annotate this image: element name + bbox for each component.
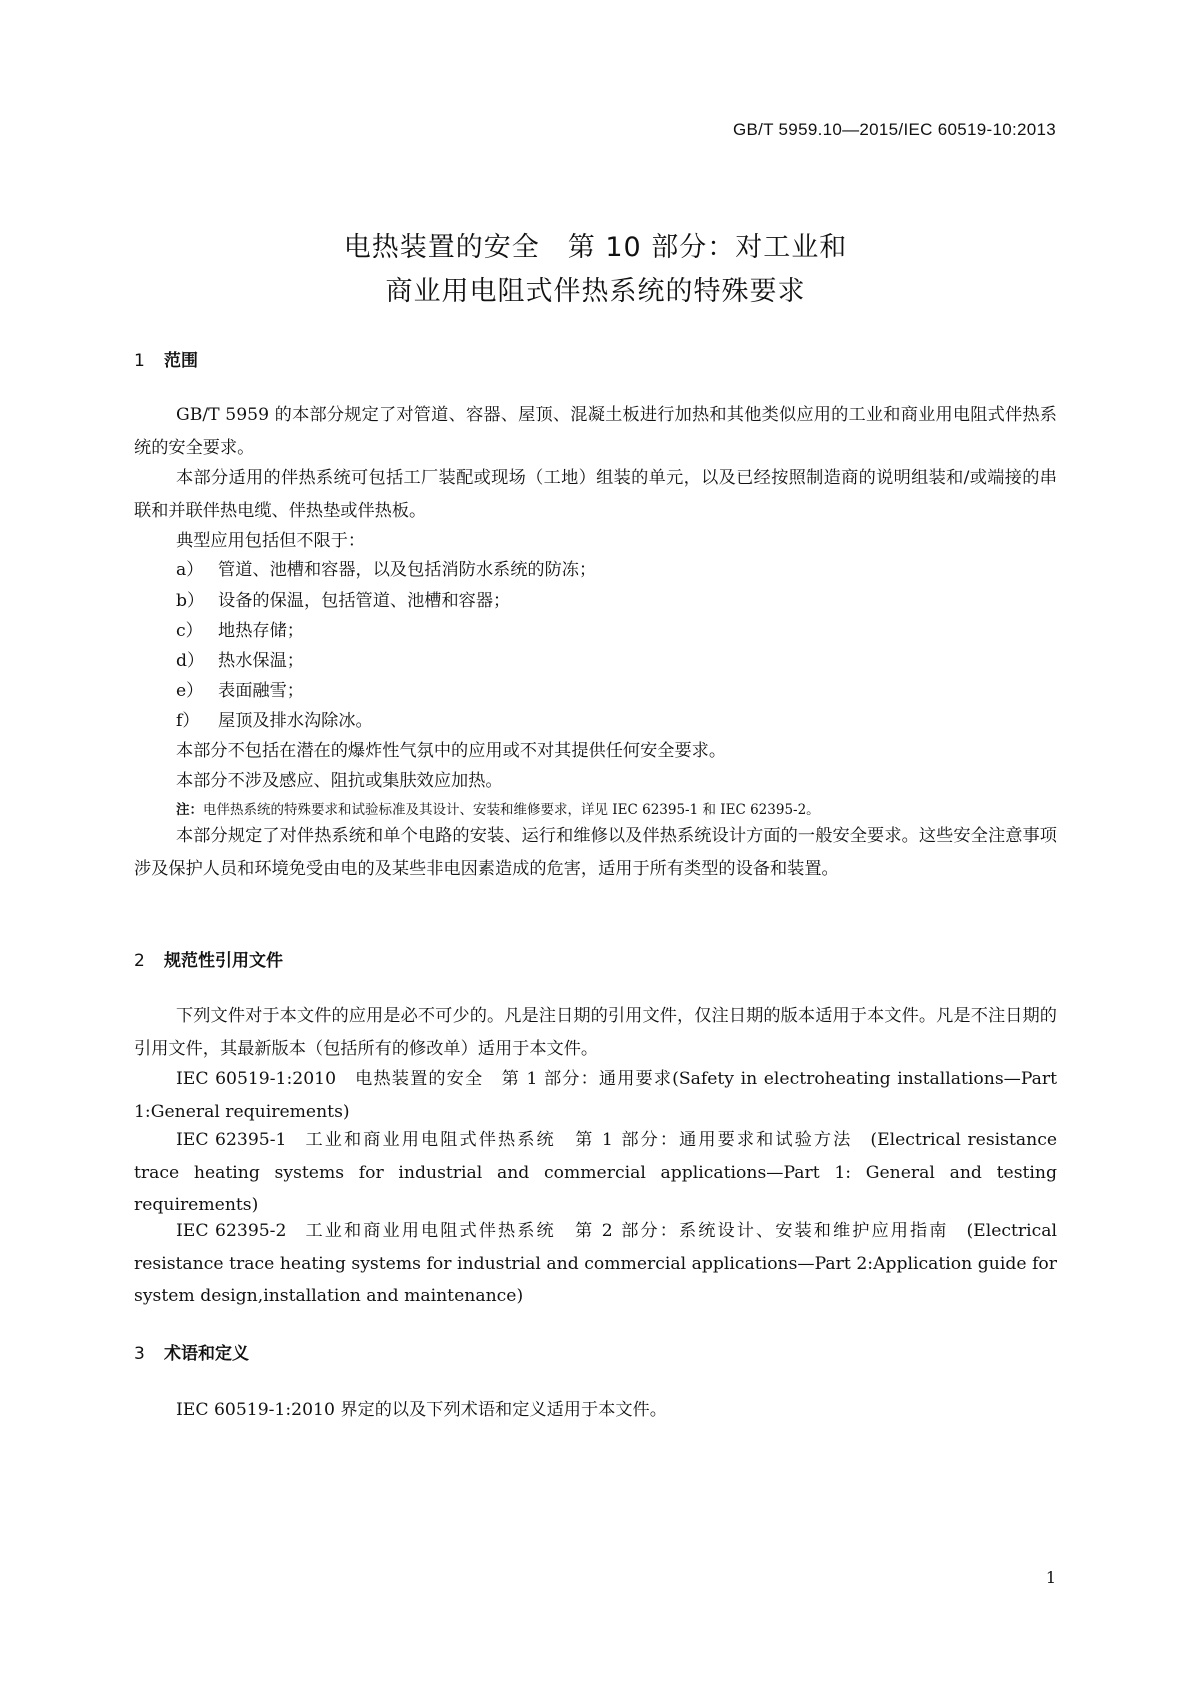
- title-line-1: 电热装置的安全 第 10 部分：对工业和: [343, 232, 848, 263]
- reference-title-cn: 工业和商业用电阻式伴热系统 第 1 部分：通用要求和试验方法: [304, 1130, 853, 1150]
- list-item-label: b）: [176, 591, 205, 611]
- list-item-label: e）: [176, 681, 204, 701]
- reference-title-en: (Electrical resistance trace heating systems for industrial and commercial applications—Part 1: General and testing requirements): [134, 1130, 1057, 1215]
- reference-title-en: (Safety in electroheating installations—Part 1:General requirements): [134, 1069, 1057, 1122]
- note: [176, 798, 1056, 822]
- note-label: 注：: [176, 802, 203, 818]
- list-item-text: 设备的保温，包括管道、池槽和容器；: [218, 591, 511, 611]
- paragraph: GB/T 5959 的本部分规定了对管道、容器、屋顶、混凝土板进行加热和其他类似应用的工业和商业用电阻式伴热系统的安全要求。: [134, 405, 1057, 458]
- list-item: [176, 615, 1056, 648]
- list-item: [176, 585, 1056, 618]
- title-line-2: 商业用电阻式伴热系统的特殊要求: [385, 276, 806, 307]
- paragraph: 下列文件对于本文件的应用是必不可少的。凡是注日期的引用文件，仅注日期的版本适用于本文件。凡是不注日期的引用文件，其最新版本（包括所有的修改单）适用于本文件。: [134, 1006, 1057, 1059]
- list-item-text: 热水保温；: [218, 651, 304, 671]
- reference-title-en: (Electrical resistance trace heating systems for industrial and commercial applications—Part 2:Application guide for system design,installation and maintenance): [134, 1221, 1057, 1306]
- document-title: [0, 226, 1191, 314]
- paragraph: 本部分不涉及感应、阻抗或集肤效应加热。: [176, 771, 503, 791]
- list-item: [176, 554, 1056, 587]
- list-item-text: 地热存储；: [218, 621, 304, 641]
- list-item-text: 管道、池槽和容器，以及包括消防水系统的防冻；: [218, 560, 597, 580]
- section-2-heading: [134, 946, 283, 971]
- reference-entry: [134, 1124, 1057, 1222]
- note-text: 电伴热系统的特殊要求和试验标准及其设计、安装和维修要求，详见 IEC 62395-1 和 IEC 62395-2。: [203, 802, 820, 818]
- reference-code: IEC 60519-1:2010: [176, 1069, 337, 1089]
- list-item-label: f）: [176, 711, 200, 731]
- list-item-label: a）: [176, 560, 204, 580]
- section-number: 3: [134, 1344, 145, 1364]
- list-item-text: 屋顶及排水沟除冰。: [218, 711, 373, 731]
- paragraph: 本部分适用的伴热系统可包括工厂装配或现场（工地）组装的单元，以及已经按照制造商的说明组装和/或端接的串联和并联伴热电缆、伴热垫或伴热板。: [134, 468, 1057, 521]
- list-item-text: 表面融雪；: [218, 681, 304, 701]
- list-item-label: c）: [176, 621, 203, 641]
- paragraph: IEC 60519-1:2010 界定的以及下列术语和定义适用于本文件。: [176, 1400, 667, 1420]
- reference-entry: [134, 1215, 1057, 1313]
- paragraph: 本部分不包括在潜在的爆炸性气氛中的应用或不对其提供任何安全要求。: [176, 741, 727, 761]
- reference-title-cn: 电热装置的安全 第 1 部分：通用要求: [354, 1069, 673, 1089]
- paragraph: 本部分规定了对伴热系统和单个电路的安装、运行和维修以及伴热系统设计方面的一般安全要求。这些安全注意事项涉及保护人员和环境免受由电的及某些非电因素造成的危害，适用于所有类型的设备和装置。: [134, 826, 1057, 879]
- paragraph: 典型应用包括但不限于：: [176, 531, 366, 551]
- section-number: 2: [134, 951, 145, 971]
- page-number: 1: [1045, 1568, 1056, 1587]
- reference-code: IEC 62395-1: [176, 1130, 287, 1150]
- list-item: [176, 675, 1056, 708]
- section-title: 规范性引用文件: [164, 951, 283, 971]
- list-item-label: d）: [176, 651, 205, 671]
- reference-entry: [134, 1063, 1057, 1128]
- section-number: 1: [134, 351, 145, 371]
- section-title: 术语和定义: [164, 1344, 249, 1364]
- list-item: [176, 705, 1056, 738]
- reference-code: IEC 62395-2: [176, 1221, 287, 1241]
- reference-title-cn: 工业和商业用电阻式伴热系统 第 2 部分：系统设计、安装和维护应用指南: [304, 1221, 949, 1241]
- list-item: [176, 645, 1056, 678]
- section-3-heading: [134, 1339, 249, 1364]
- section-title: 范围: [164, 351, 198, 371]
- document-code: GB/T 5959.10—2015/IEC 60519-10:2013: [732, 120, 1056, 139]
- section-1-heading: [134, 346, 198, 371]
